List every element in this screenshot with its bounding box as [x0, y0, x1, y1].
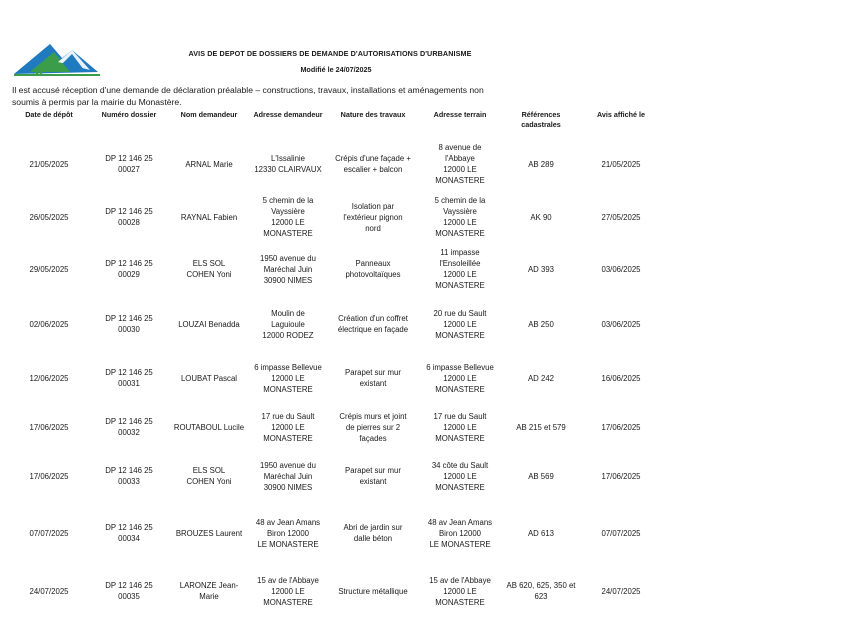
table-row — [0, 404, 863, 450]
cell-date: 12/06/2025 — [29, 373, 69, 383]
cell-affiche: 17/06/2025 — [601, 422, 641, 432]
cell-affiche: 07/07/2025 — [601, 528, 641, 538]
cell-adresse-demandeur: 1950 avenue du Maréchal Juin 30900 NIMES — [260, 460, 316, 492]
cell-affiche: 24/07/2025 — [601, 586, 641, 596]
cell-numero: DP 12 146 25 00029 — [105, 259, 153, 279]
cell-nature: Abri de jardin sur dalle béton — [343, 523, 403, 543]
cell-affiche: 27/05/2025 — [601, 212, 641, 222]
cell-nom: LARONZE Jean- Marie — [179, 581, 239, 601]
cell-nature: Parapet sur mur existant — [345, 466, 401, 486]
cell-date: 21/05/2025 — [29, 159, 69, 169]
cell-nature: Isolation par l'extérieur pignon nord — [343, 201, 403, 233]
header-adresse-terrain: Adresse terrain — [433, 110, 487, 119]
cell-nom: LOUBAT Pascal — [180, 373, 238, 383]
table-row — [0, 242, 863, 296]
cell-nom: RAYNAL Fabien — [180, 212, 238, 222]
table-header — [0, 110, 863, 136]
cell-date: 24/07/2025 — [29, 586, 69, 596]
cell-date: 29/05/2025 — [29, 264, 69, 274]
cell-adresse-terrain: 15 av de l'Abbaye 12000 LE MONASTERE — [429, 575, 491, 607]
cell-affiche: 03/06/2025 — [601, 319, 641, 329]
cell-nom: LOUZAI Benadda — [178, 319, 240, 329]
document-title: AVIS DE DEPOT DE DOSSIERS DE DEMANDE D'AUTORISATIONS D'URBANISME — [188, 49, 472, 58]
cell-nature: Crépis d'une façade + escalier + balcon — [335, 154, 411, 174]
cell-nom: ELS SOL COHEN Yoni — [186, 259, 232, 279]
cell-nom: ARNAL Marie — [185, 159, 233, 169]
table-row — [0, 136, 863, 192]
cell-references: AB 289 — [528, 159, 554, 169]
cell-date: 02/06/2025 — [29, 319, 69, 329]
cell-date: 17/06/2025 — [29, 471, 69, 481]
cell-references: AD 393 — [527, 264, 554, 274]
table-row — [0, 352, 863, 404]
cell-date: 26/05/2025 — [29, 212, 69, 222]
cell-numero: DP 12 146 25 00034 — [105, 523, 153, 543]
table-row — [0, 564, 863, 618]
cell-nature: Création d'un coffret électrique en façade — [337, 314, 409, 334]
cell-adresse-demandeur: 48 av Jean Amans Biron 12000 LE MONASTERE — [255, 517, 321, 549]
cell-affiche: 16/06/2025 — [601, 373, 641, 383]
header-date: Date de dépôt — [25, 110, 73, 119]
cell-nom: ELS SOL COHEN Yoni — [186, 466, 232, 486]
header-references: Références cadastrales — [521, 110, 561, 129]
table-row — [0, 502, 863, 564]
cell-references: AB 215 et 579 — [516, 422, 566, 432]
cell-affiche: 17/06/2025 — [601, 471, 641, 481]
cell-numero: DP 12 146 25 00027 — [105, 154, 153, 174]
cell-numero: DP 12 146 25 00033 — [105, 466, 153, 486]
cell-adresse-terrain: 8 avenue de l'Abbaye 12000 LE MONASTERE — [435, 143, 485, 185]
cell-adresse-demandeur: 6 impasse Bellevue 12000 LE MONASTERE — [254, 362, 322, 394]
cell-nature: Parapet sur mur existant — [345, 368, 401, 388]
cell-numero: DP 12 146 25 00032 — [105, 417, 153, 437]
header-numero: Numéro dossier — [101, 110, 157, 119]
cell-numero: DP 12 146 25 00031 — [105, 368, 153, 388]
cell-numero: DP 12 146 25 00035 — [105, 581, 153, 601]
cell-references: AD 613 — [527, 528, 554, 538]
header-nom: Nom demandeur — [180, 110, 238, 119]
cell-references: AB 620, 625, 350 et 623 — [506, 581, 576, 601]
cell-adresse-terrain: 6 impasse Bellevue 12000 LE MONASTERE — [426, 362, 494, 394]
cell-adresse-terrain: 5 chemin de la Vayssière 12000 LE MONASTERE — [434, 196, 486, 238]
monastere-logo — [10, 36, 110, 80]
table-row — [0, 450, 863, 502]
cell-nom: BROUZES Laurent — [175, 528, 243, 538]
cell-nature: Panneaux photovoltaïques — [345, 259, 401, 279]
cell-nature: Structure métallique — [338, 586, 408, 596]
cell-adresse-terrain: 17 rue du Sault 12000 LE MONASTERE — [433, 411, 487, 443]
cell-adresse-terrain: 34 côte du Sault 12000 LE MONASTERE — [431, 460, 489, 492]
table-row — [0, 296, 863, 352]
cell-affiche: 03/06/2025 — [601, 264, 641, 274]
cell-adresse-demandeur: 15 av de l'Abbaye 12000 LE MONASTERE — [257, 575, 319, 607]
cell-references: AB 250 — [528, 319, 554, 329]
cell-adresse-demandeur: 1950 avenue du Maréchal Juin 30900 NIMES — [260, 253, 316, 285]
cell-references: AB 569 — [528, 471, 554, 481]
cell-adresse-demandeur: Moulin de Laguioule 12000 RODEZ — [262, 308, 314, 340]
header-adresse-demandeur: Adresse demandeur — [253, 110, 323, 119]
cell-adresse-terrain: 20 rue du Sault 12000 LE MONASTERE — [433, 308, 487, 340]
modified-date: Modifié le 24/07/2025 — [300, 65, 372, 74]
cell-adresse-demandeur: L'Issalinie 12330 CLAIRVAUX — [254, 154, 322, 174]
cell-references: AK 90 — [530, 212, 552, 222]
cell-adresse-terrain: 11 impasse l'Ensoleillée 12000 LE MONASTERE — [435, 248, 485, 290]
cell-affiche: 21/05/2025 — [601, 159, 641, 169]
header-nature: Nature des travaux — [340, 110, 406, 119]
cell-references: AD 242 — [527, 373, 554, 383]
table-row — [0, 192, 863, 242]
applications-table — [0, 110, 863, 618]
intro-text: Il est accusé réception d'une demande de déclaration préalable – constructions, travaux, installations et aménagements non soumis à permis par la mairie du Monastère. — [12, 85, 484, 107]
cell-adresse-demandeur: 17 rue du Sault 12000 LE MONASTERE — [261, 411, 315, 443]
cell-date: 17/06/2025 — [29, 422, 69, 432]
cell-numero: DP 12 146 25 00028 — [105, 207, 153, 227]
cell-nom: ROUTABOUL Lucile — [173, 422, 245, 432]
cell-adresse-demandeur: 5 chemin de la Vayssière 12000 LE MONASTERE — [262, 196, 314, 238]
svg-text:M: M — [32, 65, 44, 79]
cell-numero: DP 12 146 25 00030 — [105, 314, 153, 334]
cell-adresse-terrain: 48 av Jean Amans Biron 12000 LE MONASTERE — [427, 517, 493, 549]
cell-date: 07/07/2025 — [29, 528, 69, 538]
header-affiche: Avis affiché le — [596, 110, 646, 119]
cell-nature: Crépis murs et joint de pierres sur 2 façades — [339, 411, 407, 443]
